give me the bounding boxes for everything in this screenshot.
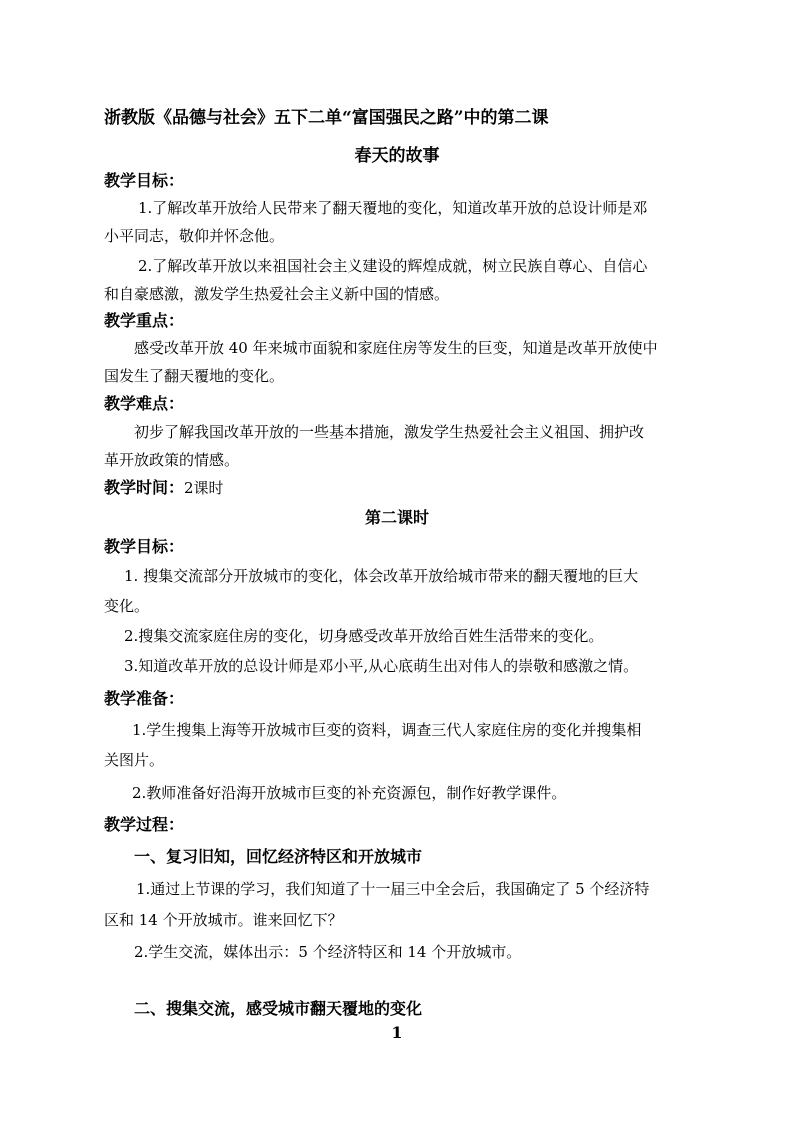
objective2-1-line-2: 变化。: [104, 597, 150, 615]
process-s1-item-1-line-1: 1.通过上节课的学习，我们知道了十一届三中全会后，我国确定了 5 个经济特: [136, 880, 650, 898]
objectives-heading: 教学目标：: [104, 171, 185, 190]
teaching-time: [104, 478, 224, 498]
objective2-2: 2.搜集交流家庭住房的变化，切身感受改革开放给百姓生活带来的变化。: [124, 627, 604, 645]
teaching-time-value: 2课时: [184, 479, 224, 497]
objectives2-heading: 教学目标：: [104, 537, 185, 556]
teaching-time-label: 教学时间：: [104, 478, 185, 497]
preparation-1-line-1: 1.学生搜集上海等开放城市巨变的资料，调查三代人家庭住房的变化并搜集相: [132, 721, 642, 739]
preparation-1-line-2: 关图片。: [104, 751, 165, 769]
difficulties-heading: 教学难点：: [104, 394, 185, 413]
process-section-1-title: 一、复习旧知，回忆经济特区和开放城市: [134, 847, 423, 866]
objective-2-line-1: 2.了解改革开放以来祖国社会主义建设的辉煌成就，树立民族自尊心、自信心: [138, 257, 648, 275]
process-s1-item-2: 2.学生交流，媒体出示：5 个经济特区和 14 个开放城市。: [134, 943, 522, 961]
objective-2-line-2: 和自豪感激，激发学生热爱社会主义新中国的情感。: [104, 285, 450, 303]
objective-1-line-2: 小平同志，敬仰并怀念他。: [104, 227, 285, 245]
session-title: 第二课时: [364, 508, 429, 527]
process-heading: 教学过程：: [104, 815, 185, 834]
objective2-1-line-1: 1. 搜集交流部分开放城市的变化，体会改革开放给城市带来的翻天覆地的巨大: [124, 567, 639, 585]
key-points-line-1: 感受改革开放 40 年来城市面貌和家庭住房等发生的巨变，知道是改革开放使中: [134, 339, 658, 357]
process-s1-item-1-line-2: 区和 14 个开放城市。谁来回忆下？: [104, 911, 343, 929]
key-points-line-2: 国发生了翻天覆地的变化。: [104, 367, 285, 385]
difficulties-line-1: 初步了解我国改革开放的一些基本措施，激发学生热爱社会主义祖国、拥护改: [134, 423, 645, 441]
preparation-heading: 教学准备：: [104, 689, 185, 708]
objective2-3: 3.知道改革开放的总设计师是邓小平,从心底萌生出对伟人的崇敬和感激之情。: [124, 657, 639, 675]
page-number: 1: [391, 1023, 403, 1042]
lesson-title: 春天的故事: [354, 146, 440, 166]
process-section-2-title: 二、搜集交流，感受城市翻天覆地的变化: [134, 999, 423, 1018]
document-header-title: 浙教版《品德与社会》五下二单“富国强民之路”中的第二课: [104, 108, 549, 128]
difficulties-line-2: 革开放政策的情感。: [104, 451, 240, 469]
objective-1-line-1: 1.了解改革开放给人民带来了翻天覆地的变化，知道改革开放的总设计师是邓: [138, 199, 648, 217]
preparation-2: 2.教师准备好沿海开放城市巨变的补充资源包，制作好教学课件。: [132, 784, 567, 802]
key-points-heading: 教学重点：: [104, 311, 185, 330]
